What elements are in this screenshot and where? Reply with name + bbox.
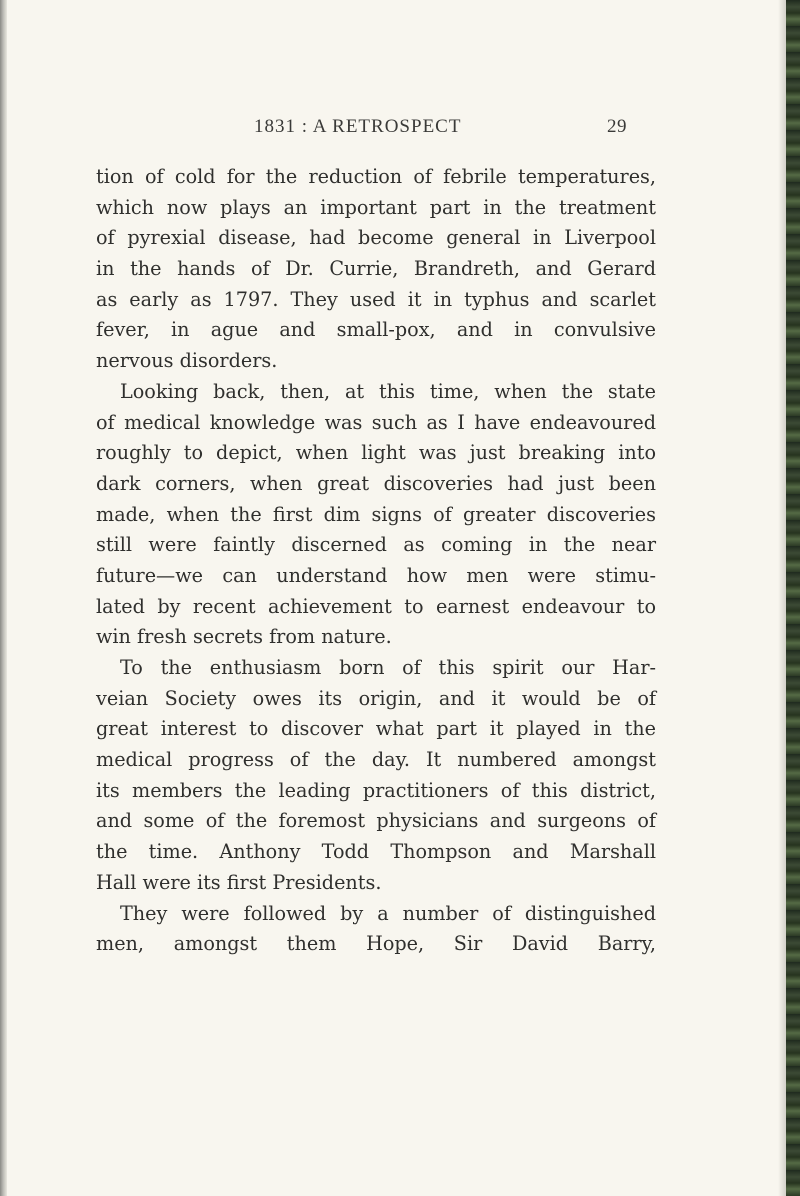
book-binding-edge (786, 0, 800, 1196)
text-line: medical progress of the day. It numbered amongst (96, 748, 656, 772)
text-line: men, amongst them Hope, Sir David Barry, (96, 932, 656, 956)
text-line: its members the leading practitioners of this district, (96, 778, 656, 802)
text-line: of pyrexial disease, had become general in Liverpool (96, 226, 656, 250)
text-line: dark corners, when great discoveries had just been (96, 471, 656, 495)
text-line: as early as 1797. They used it in typhus and scarlet (96, 287, 656, 311)
text-line: lated by recent achievement to earnest endeavour to (96, 594, 656, 618)
text-line: tion of cold for the reduction of febrile temperatures, (96, 165, 656, 188)
text-line: of medical knowledge was such as I have endeavoured (96, 410, 656, 434)
page-number: 29 (607, 116, 627, 137)
text-line: made, when the first dim signs of greater discoveries (96, 502, 656, 526)
running-title: 1831 : A RETROSPECT (254, 116, 462, 137)
text-line: nervous disorders. (96, 349, 278, 373)
text-line: roughly to depict, when light was just breaking into (96, 441, 656, 465)
text-line: which now plays an important part in the treatment (96, 195, 656, 219)
page-left-edge (0, 0, 7, 1196)
text-line: fever, in ague and small-pox, and in convulsive (96, 318, 656, 342)
text-line: win fresh secrets from nature. (96, 625, 392, 649)
text-line: Hall were its first Presidents. (96, 870, 382, 894)
text-line: still were faintly discerned as coming in the near (96, 533, 656, 557)
text-line: and some of the foremost physicians and surgeons of (96, 809, 656, 833)
body-text (96, 162, 656, 960)
text-line: in the hands of Dr. Currie, Brandreth, and Gerard (96, 257, 656, 281)
text-line: great interest to discover what part it played in the (96, 717, 656, 741)
page-header (100, 116, 712, 144)
page-right-shadow (778, 0, 786, 1196)
text-line: They were followed by a number of distinguished (120, 901, 656, 925)
text-line: future—we can understand how men were stimu- (96, 563, 656, 587)
text-line: veian Society owes its origin, and it would be of (96, 686, 656, 710)
text-line: Looking back, then, at this time, when the state (120, 379, 656, 403)
text-line: the time. Anthony Todd Thompson and Marshall (96, 840, 656, 864)
text-line: To the enthusiasm born of this spirit our Har- (120, 656, 656, 679)
